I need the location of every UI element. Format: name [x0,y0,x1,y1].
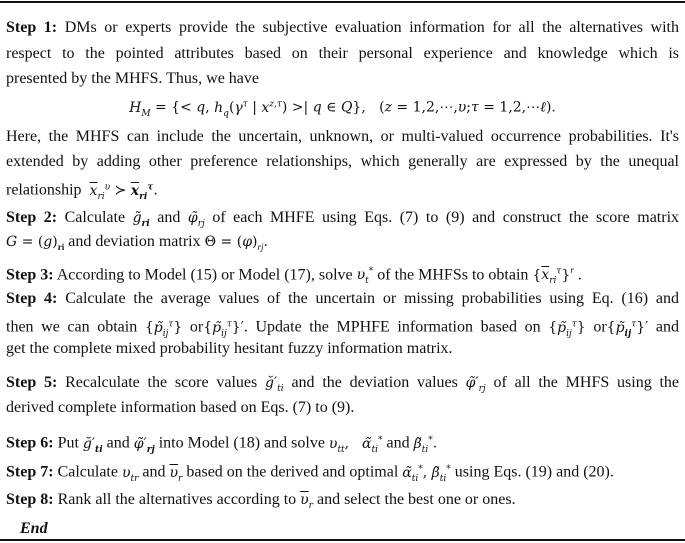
step-1-line-3 [6,69,679,89]
step-6-text-1: Put [57,434,79,452]
step-8-text-1: Rank all the alternatives according to [57,491,297,508]
step-5-label: Step 5: [6,374,58,391]
bottom-rule [0,539,685,541]
step-6-text-4: and [386,434,410,452]
step-6-text-3: into Model (18) and solve [158,434,325,452]
step-5-text-3: of all the MHFS using the [493,374,680,391]
step-4-label: Step 4: [6,290,58,307]
top-rule [0,1,685,3]
step-1-line-2 [6,44,679,64]
step-7-line-1: Step 7: Calculate $\upsilon_{tr}$ and $\overline{\upsilon}_r$ based on the derived and optimal $\alphã_{ti}^*$, $\betã_{ti}^*$ using Eqs. (19) and (20). [6,463,614,484]
step-4-text-6: and [655,318,680,336]
step-4-line-3 [6,339,679,359]
step-1-text-1: DMs or experts provide the subjective evaluation information for all the alternatives with [64,19,680,36]
step-1-text-5: extended by adding other preference relationships, which generally are expressed by the unequal [6,153,679,170]
step-8-label: Step 8: [6,491,54,508]
step-6-label: Step 6: [6,434,54,452]
step-2-text-3: of each MHFE using Eqs. (7) to (9) and construct the score matrix [212,209,680,226]
step-5-text-4: derived complete information based on Eqs. (7) to (9). [6,399,355,416]
step-4-text-7: get the complete mixed probability hesitant fuzzy information matrix. [6,340,453,357]
step-1-line-6: relationship $\overline{x}_{ri}^\upsilon$ ≻ $\overline{x}_{ri}^\tau$. [6,181,158,202]
end-label: End [20,520,48,537]
step-2-line-2: $G = (g)_{ri}$ and deviation matrix $\Theta = (\varphi)_{rj}$. [6,233,268,253]
step-4-text-1: Calculate the average values of the uncertain or missing probabilities using Eq. (16) and [65,290,679,307]
step-8-line-1: Step 8: Rank all the alternatives according to $\overline{\upsilon}_r$ and select the best one or ones. [6,491,516,511]
step-2-text-1: Calculate [64,209,126,226]
step-6-line-1: Step 6: Put $ğ'_{ti}$ and $\varphĩ'_{rj}$ into Model (18) and solve $\upsilon_{tt}$, $\alphã_{ti}^*$ and $\betã_{ti}^*$. [6,434,438,455]
step-1-text-6: relationship [6,181,82,199]
step-7-text-2: and [142,463,166,481]
step-5-line-2 [6,398,679,418]
step-7-label: Step 7: [6,463,54,481]
step-1-text-3: presented by the MHFS. Thus, we have [6,70,259,87]
step-3-text-2: of the MHFSs to obtain [377,266,529,284]
step-3-label: Step 3: [6,266,54,284]
step-1-label: Step 1: [6,19,58,36]
step-3-line-1: Step 3: According to Model (15) or Model (17), solve $\upsilon_t^*$ of the MHFSs to obtain $\{\overline{x}_{ri}^\tau\}^r$ . [6,265,582,287]
step-2-text-2: and [157,209,181,226]
step-4-text-2: then we can obtain [6,318,138,336]
formula-hm: $H_M$ = {< q, $h_q(\gamma^\tau$ | $x^{z,\tau}$) >| q ∈ Q}, (z = 1,2,⋯,υ;τ = 1,2,⋯ℓ). [129,99,556,119]
step-1-text-4: Here, the MHFS can include the uncertain, unknown, or multi-valued occurrence probabilities. It's [6,128,679,145]
step-3-text-1: According to Model (15) or Model (17), solve [56,266,353,284]
step-4-text-3: or [189,318,204,336]
step-5-text-2: and the deviation values [291,374,458,391]
step-7-text-4: using Eqs. (19) and (20). [454,463,614,481]
step-4-text-4: . Update the MPHFE information based on [243,318,541,336]
step-1-line-1 [6,18,679,38]
step-5-text-1: Recalculate the score values [65,374,258,391]
step-4-line-2: then we can obtain $\{p̃_{ij}^\tau\}$ $or\{p̃_{ij}^\tau\}'$. Update the MPHFE information based on $\{p̃_{ij}^\tau\}$ $or\{p̃_{ij}^\tau\}'$ and [6,318,680,339]
step-2-text-4: and deviation matrix [68,233,201,250]
step-1-text-2: respect to the pointed attributes based on their personal experience and knowledge which is [6,45,679,62]
step-1-line-4 [6,127,679,147]
step-2-label: Step 2: [6,209,58,226]
step-2-line-1: Step 2: Calculate $g̃_{ri}$ and $\varphĩ_{rj}$ of each MHFE using Eqs. (7) to (9) and construct the score matrix [6,209,680,229]
step-7-text-3: based on the derived and optimal [186,463,399,481]
step-6-text-2: and [106,434,130,452]
step-4-text-5: or [593,318,607,336]
step-8-text-2: and select the best one or ones. [316,491,516,508]
step-7-text-1: Calculate [57,463,118,481]
step-5-line-1: Step 5: Recalculate the score values $ğ'_{ti}$ and the deviation values $\varphĩ'_{rj}$ of all the MHFS using the [6,374,680,394]
step-4-line-1 [6,289,679,309]
step-1-line-5 [6,152,679,172]
